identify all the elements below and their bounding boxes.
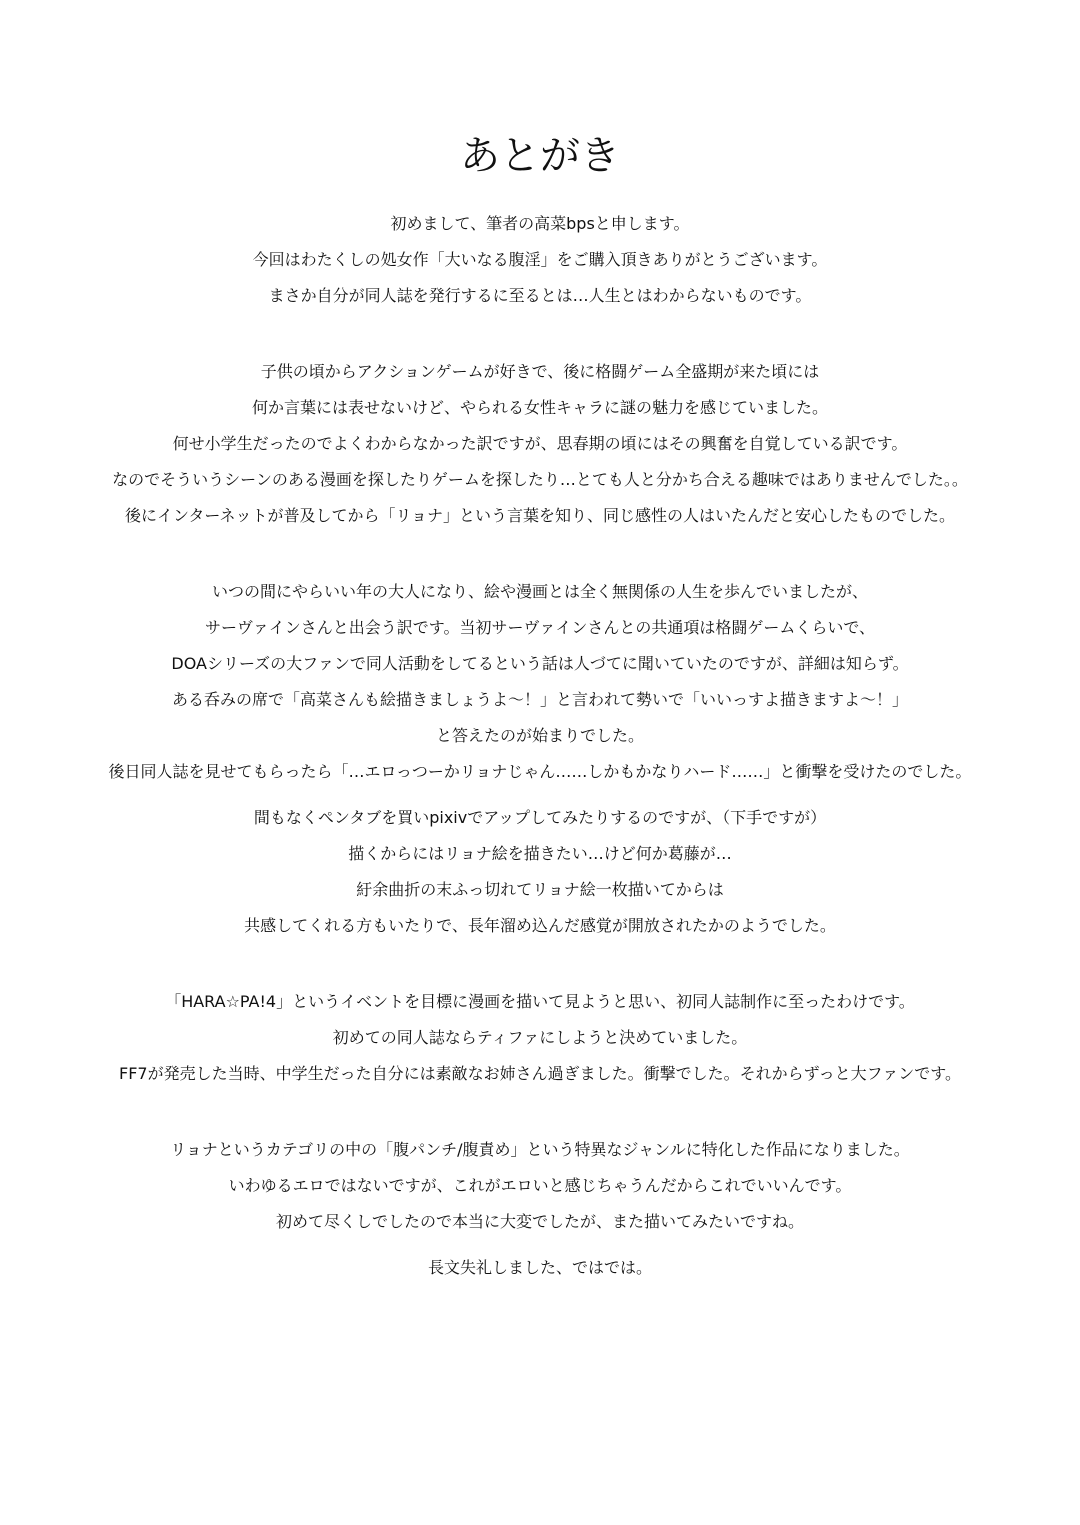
text-line: 描くからにはリョナ絵を描きたい…けど何か葛藤が… [348,844,732,863]
text-line: いわゆるエロではないですが、これがエロいと感じちゃうんだからこれでいいんです。 [228,1176,852,1195]
paragraph-gap [40,1240,1040,1250]
paragraph-greeting [40,206,1040,314]
text-line: 紆余曲折の末ふっ切れてリョナ絵一枚描いてからは [356,880,724,899]
paragraph-gap [40,944,1040,984]
text-line: 初めまして、筆者の高菜bpsと申します。 [390,214,690,233]
text-line: リョナというカテゴリの中の「腹パンチ/腹責め」という特異なジャンルに特化した作品になりました。 [170,1140,910,1159]
paragraph-meeting [40,574,1040,790]
text-line: サーヴァインさんと出会う訳です。当初サーヴァインさんとの共通項は格闘ゲームくらいで、 [204,618,876,637]
paragraph-gap [40,534,1040,574]
paragraph-gap [40,790,1040,800]
text-line: 後にインターネットが普及してから「リョナ」という言葉を知り、同じ感性の人はいたんだと安心したものでした。 [124,506,956,525]
text-line: 「HARA☆PA!4」というイベントを目標に漫画を描いて見ようと思い、初同人誌制作に至ったわけです。 [165,992,915,1011]
text-line: 初めて尽くしでしたので本当に大変でしたが、また描いてみたいですね。 [275,1212,804,1231]
text-line: いつの間にやらいい年の大人になり、絵や漫画とは全く無関係の人生を歩んでいましたが、 [211,582,868,601]
afterword-body [40,206,1040,1286]
text-line: 今回はわたくしの処女作「大いなる腹淫」をご購入頂きありがとうございます。 [252,250,828,269]
text-line: まさか自分が同人誌を発行するに至るとは…人生とはわからないものです。 [268,286,812,305]
text-line: FF7が発売した当時、中学生だった自分には素敵なお姉さん過ぎました。衝撃でした。それからずっと大ファンです。 [118,1064,962,1083]
text-line: 共感してくれる方もいたりで、長年溜め込んだ感覚が開放されたかのようでした。 [244,916,836,935]
paragraph-gap [40,314,1040,354]
text-line: DOAシリーズの大ファンで同人活動をしてるという話は人づてに聞いていたのですが、詳細は知らず。 [171,654,909,673]
paragraph-closing [40,1250,1040,1286]
text-line: 後日同人誌を見せてもらったら「…エロっつーかリョナじゃん……しかもかなりハード……」と衝撃を受けたのでした。 [108,762,972,781]
text-line: なのでそういうシーンのある漫画を探したりゲームを探したり…とても人と分かち合える趣味ではありませんでした。。 [112,470,968,489]
text-line: 何せ小学生だったのでよくわからなかった訳ですが、思春期の頃にはその興奮を自覚している訳です。 [172,434,908,453]
text-line: 長文失礼しました、ではでは。 [427,1258,652,1277]
page-title: あとがき [460,133,620,179]
paragraph-genre [40,1132,1040,1240]
paragraph-childhood [40,354,1040,534]
text-line: 何か言葉には表せないけど、やられる女性キャラに謎の魅力を感じていました。 [251,398,828,417]
paragraph-gap [40,1092,1040,1132]
text-line: 初めての同人誌ならティファにしようと決めていました。 [332,1028,748,1047]
text-line: ある呑みの席で「高菜さんも絵描きましょうよ～！」と言われて勢いで「いいっすよ描きますよ～！」 [171,690,908,709]
text-line: 子供の頃からアクションゲームが好きで、後に格闘ゲーム全盛期が来た頃には [260,362,820,381]
paragraph-pentab [40,800,1040,944]
text-line: 間もなくペンタブを買いpixivでアップしてみたりするのですが、（下手ですが） [253,808,827,827]
text-line: と答えたのが始まりでした。 [435,726,644,745]
paragraph-event [40,984,1040,1092]
